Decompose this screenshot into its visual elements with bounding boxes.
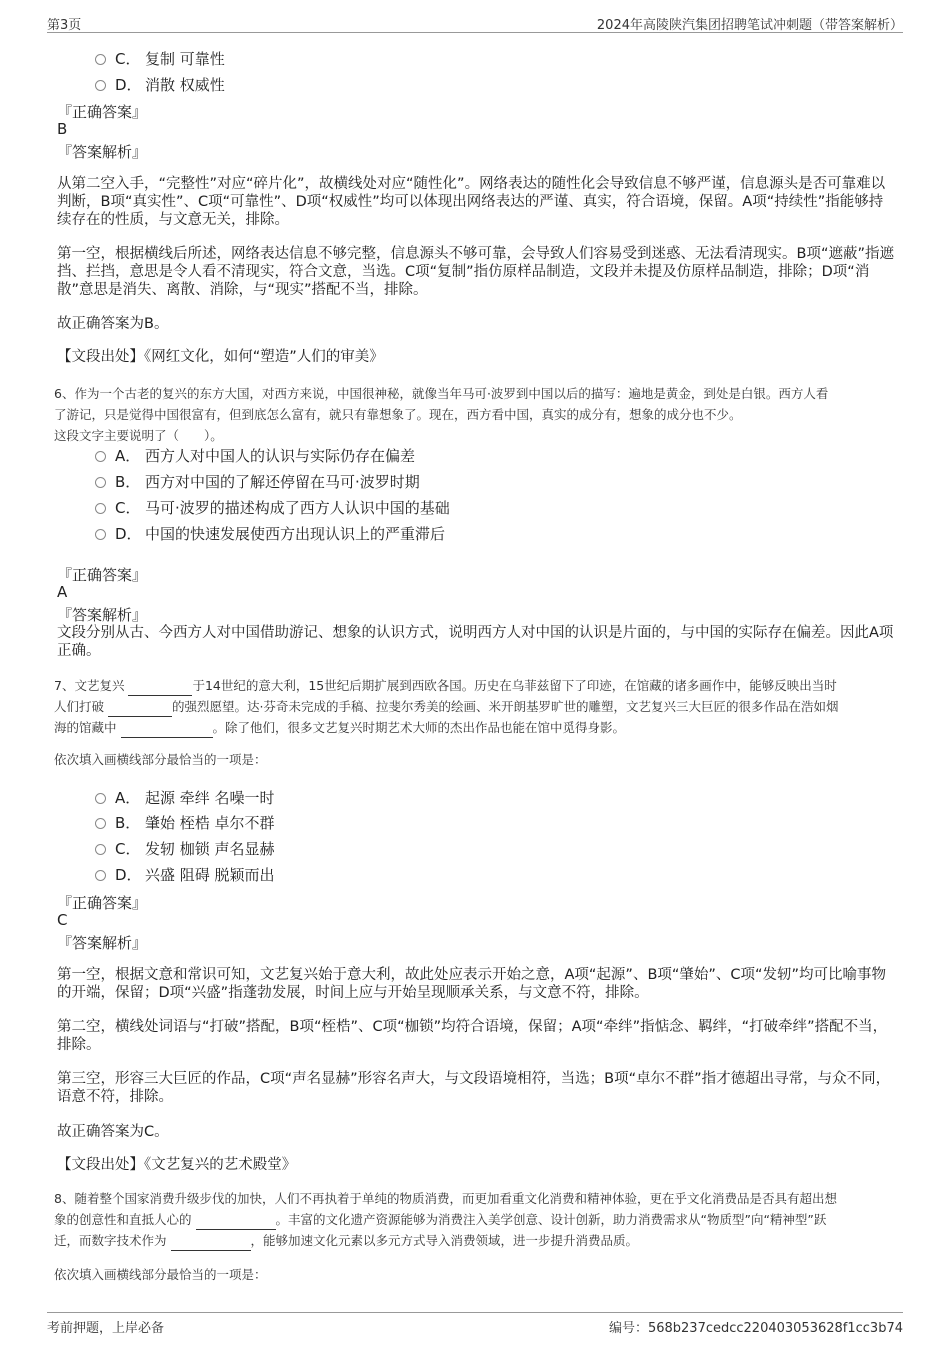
page-number: 第3页: [47, 18, 82, 33]
page-footer: [47, 1312, 903, 1337]
q7-option-b[interactable]: B． 肇始 桎梏 卓尔不群: [95, 812, 275, 833]
q7-answer: C: [57, 911, 68, 929]
page-header: [47, 12, 903, 33]
document-title: 2024年高陵陕汽集团招聘笔试冲刺题（带答案解析）: [596, 18, 903, 33]
q7-analysis-p3: 第三空，形容三大巨匠的作品，C项“声名显赫”形容名声大，与文段语境相符，当选；B项“卓尔不群”指才德超出寻常，与众不同，语意不符，排除。: [57, 1071, 891, 1105]
blank-1: [128, 680, 192, 696]
q5-analysis-p3: 故正确答案为B。: [57, 316, 169, 332]
q7-analysis-p1: 第一空，根据文意和常识可知，文艺复兴始于意大利，故此处应表示开始之意，A项“起源”、B项“肇始”、C项“发轫”均可比喻事物的开端，保留；D项“兴盛”指蓬勃发展，时间上应与开始呈现顺承关系，与文意不符，排除。: [57, 967, 887, 1001]
document-id: 编号：568b237cedcc220403053628f1cc3b74: [608, 1321, 903, 1336]
radio-icon[interactable]: [95, 80, 106, 91]
q6-analysis-label: 『答案解析』: [57, 606, 148, 624]
blank-1: [196, 1214, 276, 1230]
q7-source: 【文段出处】《文艺复兴的艺术殿堂》: [57, 1157, 297, 1173]
q6-answer: A: [57, 583, 68, 601]
radio-icon[interactable]: [95, 844, 106, 855]
q7-analysis-label: 『答案解析』: [57, 934, 148, 952]
radio-icon[interactable]: [95, 870, 106, 881]
radio-icon[interactable]: [95, 818, 106, 829]
radio-icon[interactable]: [95, 529, 106, 540]
q7-analysis-p2: 第二空，横线处词语与“打破”搭配，B项“桎梏”、C项“枷锁”均符合语境，保留；A项“牵绊”指惦念、羁绊，“打破牵绊”搭配不当，排除。: [57, 1019, 888, 1053]
radio-icon[interactable]: [95, 793, 106, 804]
q6-analysis: 文段分别从古、今西方人对中国借助游记、想象的认识方式，说明西方人对中国的认识是片面的，与中国的实际存在偏差。因此A项正确。: [57, 625, 894, 659]
q5-analysis-p1: 从第二空入手，“完整性”对应“碎片化”，故横线处对应“随性化”。网络表达的随性化会导致信息不够严谨，信息源头是否可靠难以判断，B项“真实性”、C项“可靠性”、D项“权威性”均可以体现出网络表达的严谨、真实，符合语境，保留。A项“持续性”指能够持续存在的性质，与文意无关，排除。: [57, 176, 886, 228]
q7-answer-label: 『正确答案』: [57, 894, 148, 912]
footer-slogan: 考前押题，上岸必备: [47, 1321, 165, 1336]
q6-stem: 6、作为一个古老的复兴的东方大国，对西方来说，中国很神秘，就像当年马可·波罗到中国以后的描写：遍地是黄金，到处是白银。西方人看 了游记，只是觉得中国很富有，但到底怎么富有，就只有靠想象了。现在，西方看中国，真实的成分有，想象的成分也不少。 这段文字主要说明了（ ）。: [54, 386, 829, 443]
q5-answer-label: 『正确答案』: [57, 103, 148, 121]
q7-option-d[interactable]: D． 兴盛 阻碍 脱颖而出: [95, 864, 275, 885]
q8-prompt: 依次填入画横线部分最恰当的一项是：: [54, 1267, 267, 1282]
q7-stem: 7、文艺复兴 于14世纪的意大利，15世纪后期扩展到西欧各国。历史在乌菲兹留下了印迹，在馆藏的诸多画作中，能够反映出当时 人们打破 的强烈愿望。达·芬奇未完成的手稿、拉斐尔秀美的绘画、米开朗基罗旷世的雕塑，文艺复兴三大巨匠的很多作品在浩如烟 海的馆藏中 。除了他们，很多文艺复兴时期艺术大师的杰出作品也能在馆中觅得身影。: [54, 675, 899, 738]
q6-option-b[interactable]: B． 西方对中国的了解还停留在马可·波罗时期: [95, 471, 420, 492]
q7-analysis-p4: 故正确答案为C。: [57, 1124, 169, 1140]
q7-option-c[interactable]: C． 发轫 枷锁 声名显赫: [95, 838, 275, 859]
blank-2: [108, 701, 172, 717]
q5-source: 【文段出处】《网红文化，如何“塑造”人们的审美》: [57, 349, 384, 365]
radio-icon[interactable]: [95, 451, 106, 462]
radio-icon[interactable]: [95, 54, 106, 65]
q5-analysis-p2: 第一空，根据横线后所述，网络表达信息不够完整，信息源头不够可靠，会导致人们容易受到迷惑、无法看清现实。B项“遮蔽”指遮挡、拦挡，意思是令人看不清现实，符合文意，当选。C项“复制”指仿原样品制造，文段并未提及仿原样品制造，排除；D项“消散”意思是消失、离散、消除，与“现实”搭配不当，排除。: [57, 246, 894, 298]
q7-option-a[interactable]: A． 起源 牵绊 名噪一时: [95, 787, 275, 808]
blank-3: [121, 722, 213, 738]
q5-analysis-label: 『答案解析』: [57, 143, 148, 161]
q5-option-d[interactable]: D． 消散 权威性: [95, 74, 225, 95]
q5-answer: B: [57, 120, 68, 138]
blank-2: [171, 1235, 251, 1251]
q6-answer-label: 『正确答案』: [57, 566, 148, 584]
q6-option-a[interactable]: A． 西方人对中国人的认识与实际仍存在偏差: [95, 445, 415, 466]
q6-option-c[interactable]: C． 马可·波罗的描述构成了西方人认识中国的基础: [95, 497, 450, 518]
q7-prompt: 依次填入画横线部分最恰当的一项是：: [54, 752, 267, 767]
q6-option-d[interactable]: D． 中国的快速发展使西方出现认识上的严重滞后: [95, 523, 445, 544]
radio-icon[interactable]: [95, 503, 106, 514]
q5-option-c[interactable]: C． 复制 可靠性: [95, 48, 225, 69]
q8-stem: 8、随着整个国家消费升级步伐的加快，人们不再执着于单纯的物质消费，而更加看重文化消费和精神体验，更在乎文化消费品是否具有超出想 象的创意性和直抵人心的 。丰富的文化遗产资源能够为消费注入美学创意、设计创新，助力消费需求从“物质型”向“精神型”跃 迁，而数字技术作为 ，能够加速文化元素以多元方式导入消费领域，进一步提升消费品质。: [54, 1188, 899, 1251]
radio-icon[interactable]: [95, 477, 106, 488]
